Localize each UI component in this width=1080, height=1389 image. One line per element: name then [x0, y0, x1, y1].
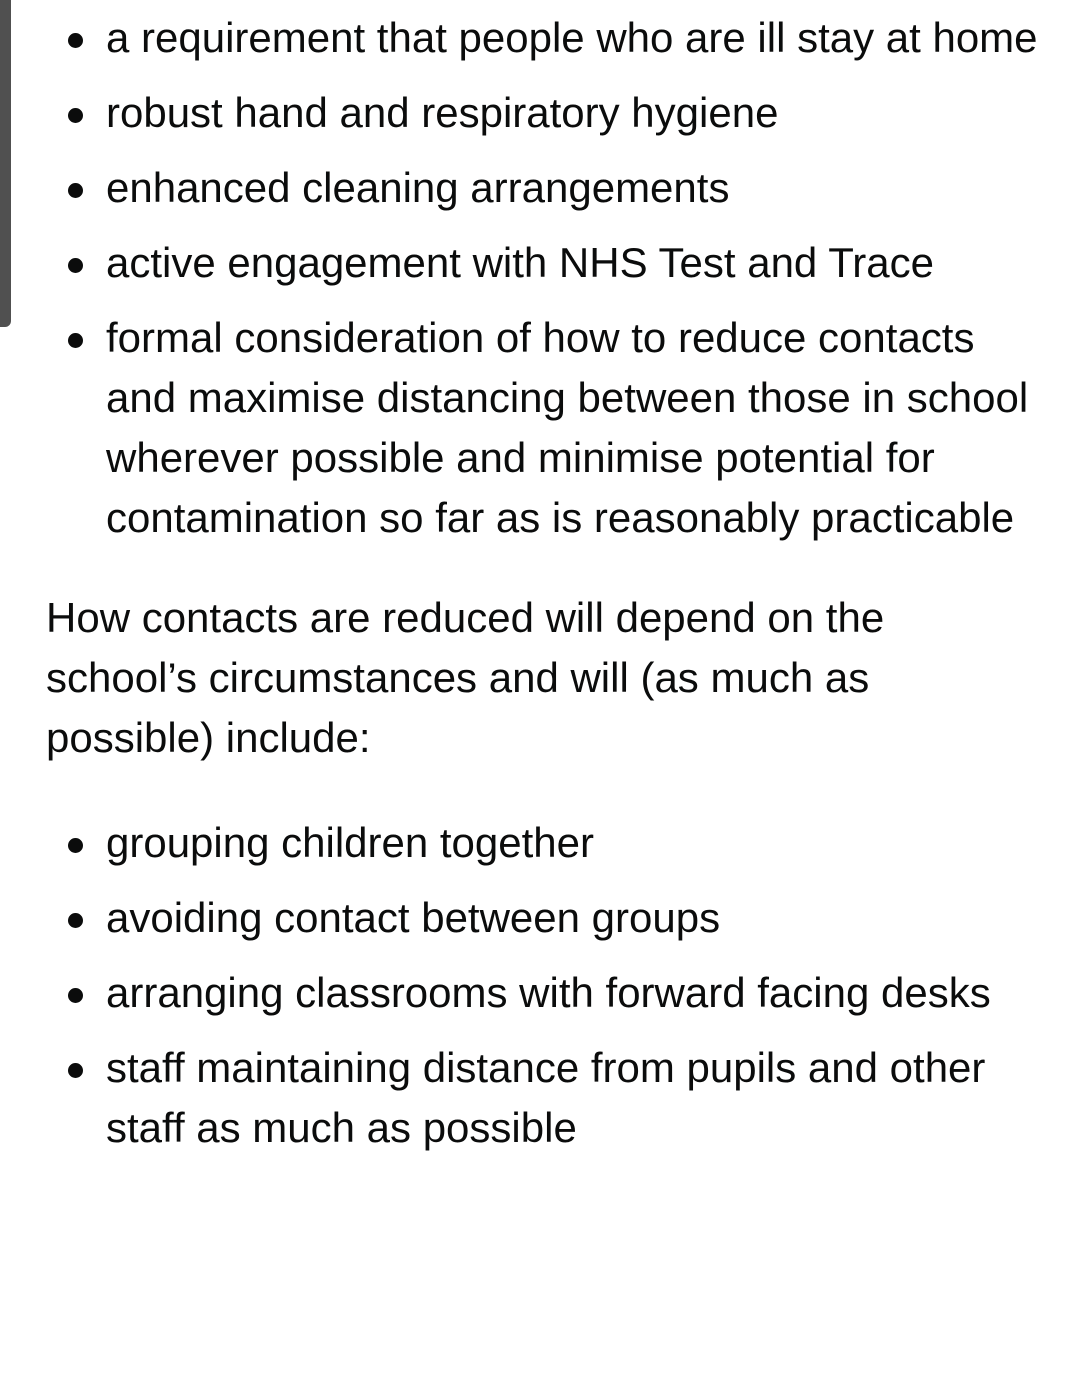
list-item: robust hand and respiratory hygiene: [46, 83, 1046, 143]
contact-reduction-list: [46, 813, 1046, 1158]
body-paragraph: How contacts are reduced will depend on the school’s circumstances and will (as much as possible) include:: [46, 594, 885, 761]
list-item: enhanced cleaning arrangements: [46, 158, 1046, 218]
scroll-indicator[interactable]: [0, 0, 11, 327]
list-item: grouping children together: [46, 813, 1046, 873]
list-item: active engagement with NHS Test and Trace: [46, 233, 1046, 293]
list-item: a requirement that people who are ill stay at home: [46, 8, 1046, 68]
list-item: arranging classrooms with forward facing desks: [46, 963, 1046, 1023]
list-item: avoiding contact between groups: [46, 888, 1046, 948]
list-item: staff maintaining distance from pupils and other staff as much as possible: [46, 1038, 1046, 1158]
measures-list: [46, 8, 1046, 548]
article-body: [46, 8, 1046, 1173]
list-item: formal consideration of how to reduce contacts and maximise distancing between those in school wherever possible and minimise potential for contamination so far as is reasonably practicable: [46, 308, 1046, 548]
